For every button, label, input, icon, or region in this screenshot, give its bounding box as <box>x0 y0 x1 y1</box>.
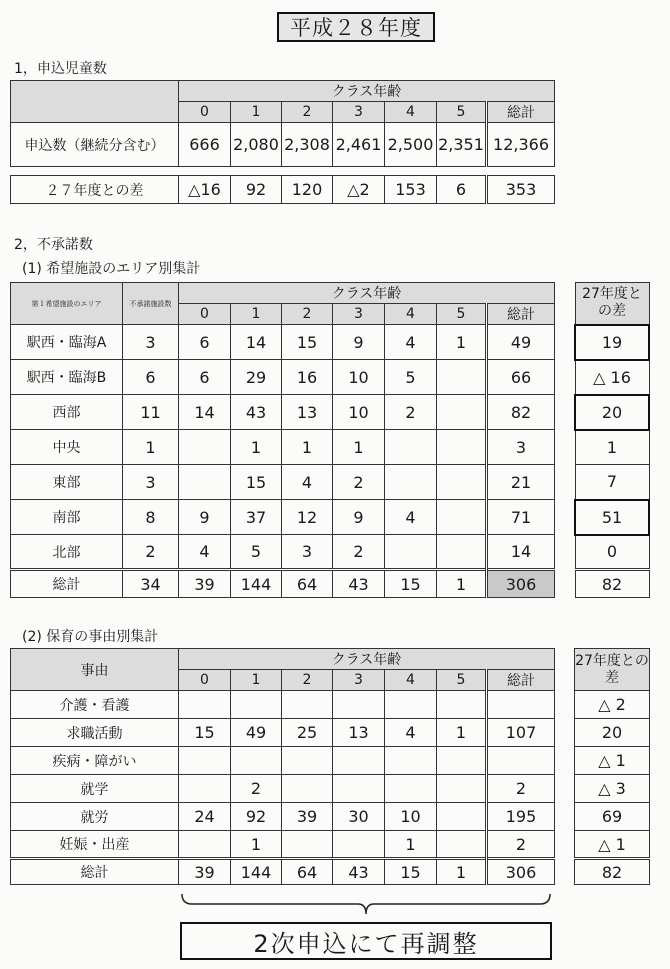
refused-count: 3 <box>123 465 179 500</box>
value-cell: 144 <box>231 859 282 885</box>
value-cell <box>385 691 437 719</box>
age-header: 0 <box>179 670 231 691</box>
area-col-header: 第１希望施設のエリア <box>11 283 123 325</box>
value-cell: 14 <box>231 325 282 360</box>
value-cell: 1 <box>437 325 487 360</box>
age-header: 3 <box>333 670 385 691</box>
reason-col-header: 事由 <box>11 649 179 691</box>
table-row <box>11 803 555 831</box>
value-cell <box>437 500 487 535</box>
age-header: 5 <box>437 304 487 325</box>
value-cell: 64 <box>282 570 333 598</box>
value-cell <box>437 775 487 803</box>
value-cell <box>437 430 487 465</box>
age-header: 2 <box>282 102 333 123</box>
table-row <box>575 747 650 775</box>
diff-cell: 51 <box>575 500 649 535</box>
reason-name: 介護・看護 <box>11 691 179 719</box>
refused-count: 34 <box>123 570 179 598</box>
value-cell: 25 <box>282 719 333 747</box>
area-diff-table <box>574 282 650 598</box>
table-row <box>575 500 649 535</box>
brace-icon <box>180 892 552 920</box>
diff-table <box>10 175 555 204</box>
value-cell <box>282 775 333 803</box>
total-cell: 2 <box>487 775 555 803</box>
diff-cell: 92 <box>231 176 282 204</box>
table-row <box>575 325 649 360</box>
total-cell: 49 <box>487 325 555 360</box>
page-title: 平成２８年度 <box>277 12 435 42</box>
value-cell: 12 <box>282 500 333 535</box>
value-cell <box>179 465 231 500</box>
value-cell <box>437 803 487 831</box>
area-name: 中央 <box>11 430 123 465</box>
diff-cell: 7 <box>575 465 649 500</box>
table-row <box>11 747 555 775</box>
value-cell <box>385 535 437 570</box>
value-cell: 2,080 <box>231 123 282 167</box>
value-cell: 15 <box>385 859 437 885</box>
value-cell <box>282 747 333 775</box>
diff-cell: 82 <box>575 859 650 885</box>
age-header: 0 <box>179 304 231 325</box>
table-row <box>575 719 650 747</box>
value-cell: 14 <box>179 395 231 430</box>
table-row <box>11 465 555 500</box>
value-cell: 92 <box>231 803 282 831</box>
value-cell: 10 <box>333 360 385 395</box>
value-cell <box>437 360 487 395</box>
table-row <box>11 500 555 535</box>
refused-count: 3 <box>123 325 179 360</box>
value-cell <box>179 747 231 775</box>
refused-count: 1 <box>123 430 179 465</box>
value-cell <box>282 691 333 719</box>
table-row <box>575 360 649 395</box>
refused-count: 2 <box>123 535 179 570</box>
table-row <box>575 803 650 831</box>
value-cell <box>333 747 385 775</box>
age-header: 1 <box>231 670 282 691</box>
total-cell: 71 <box>487 500 555 535</box>
value-cell: 9 <box>333 500 385 535</box>
table-row <box>11 430 555 465</box>
value-cell: 10 <box>385 803 437 831</box>
age-header: 1 <box>231 304 282 325</box>
sum-row <box>575 570 649 598</box>
age-header: 5 <box>437 670 487 691</box>
age-header: 3 <box>333 102 385 123</box>
table-row <box>11 360 555 395</box>
value-cell: 1 <box>437 719 487 747</box>
value-cell: 144 <box>231 570 282 598</box>
value-cell: 4 <box>385 325 437 360</box>
subsection-1-heading: (1) 希望施設のエリア別集計 <box>22 261 201 277</box>
table-row <box>575 395 649 430</box>
value-cell: 1 <box>437 570 487 598</box>
diff-total-cell: 353 <box>487 176 555 204</box>
value-cell: 2,308 <box>282 123 333 167</box>
value-cell: 13 <box>282 395 333 430</box>
diff-cell: △ 3 <box>575 775 650 803</box>
sum-label: 総計 <box>11 859 179 885</box>
total-cell: 12,366 <box>487 123 555 167</box>
section-2-heading: 2，不承諾数 <box>14 237 93 253</box>
age-header: 2 <box>282 304 333 325</box>
diff-header: 27年度との差 <box>575 283 649 325</box>
area-name: 駅西・臨海B <box>11 360 123 395</box>
grand-total-cell: 306 <box>487 570 555 598</box>
value-cell: 49 <box>231 719 282 747</box>
value-cell: 24 <box>179 803 231 831</box>
value-cell: 64 <box>282 859 333 885</box>
diff-cell: 19 <box>575 325 649 360</box>
value-cell: 16 <box>282 360 333 395</box>
reason-name: 疾病・障がい <box>11 747 179 775</box>
table-row <box>11 325 555 360</box>
value-cell: 4 <box>385 500 437 535</box>
value-cell: 9 <box>333 325 385 360</box>
refused-count: 8 <box>123 500 179 535</box>
total-cell: 82 <box>487 395 555 430</box>
total-cell: 195 <box>487 803 555 831</box>
value-cell: 15 <box>231 465 282 500</box>
value-cell: 2,351 <box>437 123 487 167</box>
value-cell: 4 <box>385 719 437 747</box>
diff-cell: △ 1 <box>575 747 650 775</box>
row-label: 申込数（継続分含む） <box>11 123 179 167</box>
value-cell <box>231 747 282 775</box>
diff-label: ２７年度との差 <box>11 176 179 204</box>
diff-cell: 20 <box>575 395 649 430</box>
reason-name: 妊娠・出産 <box>11 831 179 859</box>
value-cell <box>437 395 487 430</box>
refused-count: 11 <box>123 395 179 430</box>
subsection-2-heading: (2) 保育の事由別集計 <box>22 629 159 645</box>
value-cell: 15 <box>179 719 231 747</box>
refused-count: 6 <box>123 360 179 395</box>
area-name: 駅西・臨海A <box>11 325 123 360</box>
value-cell <box>437 831 487 859</box>
value-cell: 6 <box>179 325 231 360</box>
value-cell: 2 <box>231 775 282 803</box>
age-header: 2 <box>282 670 333 691</box>
value-cell: 43 <box>333 859 385 885</box>
age-header: 5 <box>437 102 487 123</box>
diff-cell: 0 <box>575 535 649 570</box>
value-cell: 1 <box>385 831 437 859</box>
value-cell: 39 <box>179 859 231 885</box>
value-cell <box>333 831 385 859</box>
sum-row <box>11 570 555 598</box>
value-cell: 5 <box>231 535 282 570</box>
value-cell: 2,500 <box>385 123 437 167</box>
value-cell: 30 <box>333 803 385 831</box>
area-name: 東部 <box>11 465 123 500</box>
total-cell: 107 <box>487 719 555 747</box>
value-cell: 29 <box>231 360 282 395</box>
area-name: 北部 <box>11 535 123 570</box>
value-cell: 15 <box>385 570 437 598</box>
total-header: 総計 <box>487 304 555 325</box>
value-cell: 1 <box>282 430 333 465</box>
table-row <box>575 775 650 803</box>
reason-diff-table <box>574 648 650 885</box>
diff-cell: 1 <box>575 430 649 465</box>
value-cell: 3 <box>282 535 333 570</box>
value-cell: 1 <box>333 430 385 465</box>
value-cell: 2 <box>333 465 385 500</box>
table-row <box>575 430 649 465</box>
diff-cell: △2 <box>333 176 385 204</box>
applicants-table <box>10 80 555 167</box>
value-cell: 15 <box>282 325 333 360</box>
table-row <box>575 535 649 570</box>
total-header: 総計 <box>487 670 555 691</box>
diff-cell: 153 <box>385 176 437 204</box>
diff-header: 27年度との差 <box>575 649 650 691</box>
diff-cell: △ 1 <box>575 831 650 859</box>
table-row <box>11 775 555 803</box>
age-header: 0 <box>179 102 231 123</box>
area-name: 西部 <box>11 395 123 430</box>
diff-cell: 82 <box>575 570 649 598</box>
value-cell <box>385 465 437 500</box>
total-cell: 3 <box>487 430 555 465</box>
class-age-header: クラス年齢 <box>179 649 555 670</box>
value-cell: 666 <box>179 123 231 167</box>
value-cell <box>179 775 231 803</box>
value-cell: 5 <box>385 360 437 395</box>
value-cell <box>437 747 487 775</box>
value-cell <box>179 430 231 465</box>
age-header: 4 <box>385 304 437 325</box>
table-row <box>11 691 555 719</box>
reason-table <box>10 648 555 885</box>
reason-name: 就労 <box>11 803 179 831</box>
area-table <box>10 282 555 598</box>
value-cell <box>179 691 231 719</box>
value-cell: 39 <box>282 803 333 831</box>
value-cell: 43 <box>231 395 282 430</box>
class-age-header: クラス年齢 <box>179 283 555 304</box>
reason-name: 求職活動 <box>11 719 179 747</box>
sum-row <box>575 859 650 885</box>
value-cell: 2 <box>333 535 385 570</box>
age-header: 4 <box>385 670 437 691</box>
value-cell: 1 <box>231 831 282 859</box>
age-header: 4 <box>385 102 437 123</box>
sum-row <box>11 859 555 885</box>
total-header: 総計 <box>487 102 555 123</box>
value-cell <box>385 747 437 775</box>
value-cell: 2 <box>385 395 437 430</box>
value-cell: 13 <box>333 719 385 747</box>
value-cell: 6 <box>179 360 231 395</box>
value-cell <box>231 691 282 719</box>
value-cell <box>333 691 385 719</box>
table-row <box>11 535 555 570</box>
diff-cell: 20 <box>575 719 650 747</box>
value-cell <box>437 691 487 719</box>
value-cell: 2,461 <box>333 123 385 167</box>
table-row <box>575 691 650 719</box>
diff-cell: △ 2 <box>575 691 650 719</box>
value-cell <box>437 535 487 570</box>
grand-total-cell: 306 <box>487 859 555 885</box>
total-cell <box>487 747 555 775</box>
value-cell: 37 <box>231 500 282 535</box>
value-cell: 1 <box>437 859 487 885</box>
value-cell: 4 <box>282 465 333 500</box>
value-cell <box>437 465 487 500</box>
value-cell: 4 <box>179 535 231 570</box>
readjustment-note: 2次申込にて再調整 <box>180 922 552 960</box>
total-cell: 2 <box>487 831 555 859</box>
total-cell: 66 <box>487 360 555 395</box>
total-cell: 21 <box>487 465 555 500</box>
value-cell <box>333 775 385 803</box>
value-cell: 39 <box>179 570 231 598</box>
table-row <box>575 465 649 500</box>
reason-name: 就学 <box>11 775 179 803</box>
table-row <box>11 395 555 430</box>
table-row <box>11 719 555 747</box>
total-cell: 14 <box>487 535 555 570</box>
value-cell: 9 <box>179 500 231 535</box>
refused-col-header: 不承諾施設数 <box>123 283 179 325</box>
diff-cell: △16 <box>179 176 231 204</box>
table-row <box>575 831 650 859</box>
corner-cell <box>11 81 179 123</box>
diff-cell: 6 <box>437 176 487 204</box>
diff-cell: 69 <box>575 803 650 831</box>
value-cell <box>282 831 333 859</box>
value-cell <box>179 831 231 859</box>
value-cell: 1 <box>231 430 282 465</box>
value-cell: 43 <box>333 570 385 598</box>
sum-label: 総計 <box>11 570 123 598</box>
value-cell <box>385 430 437 465</box>
total-cell <box>487 691 555 719</box>
table-row <box>11 831 555 859</box>
age-header: 3 <box>333 304 385 325</box>
value-cell: 10 <box>333 395 385 430</box>
section-1-heading: 1，申込児童数 <box>14 61 107 77</box>
diff-cell: 120 <box>282 176 333 204</box>
area-name: 南部 <box>11 500 123 535</box>
class-age-header: クラス年齢 <box>179 81 555 102</box>
value-cell <box>385 775 437 803</box>
diff-cell: △ 16 <box>575 360 649 395</box>
age-header: 1 <box>231 102 282 123</box>
